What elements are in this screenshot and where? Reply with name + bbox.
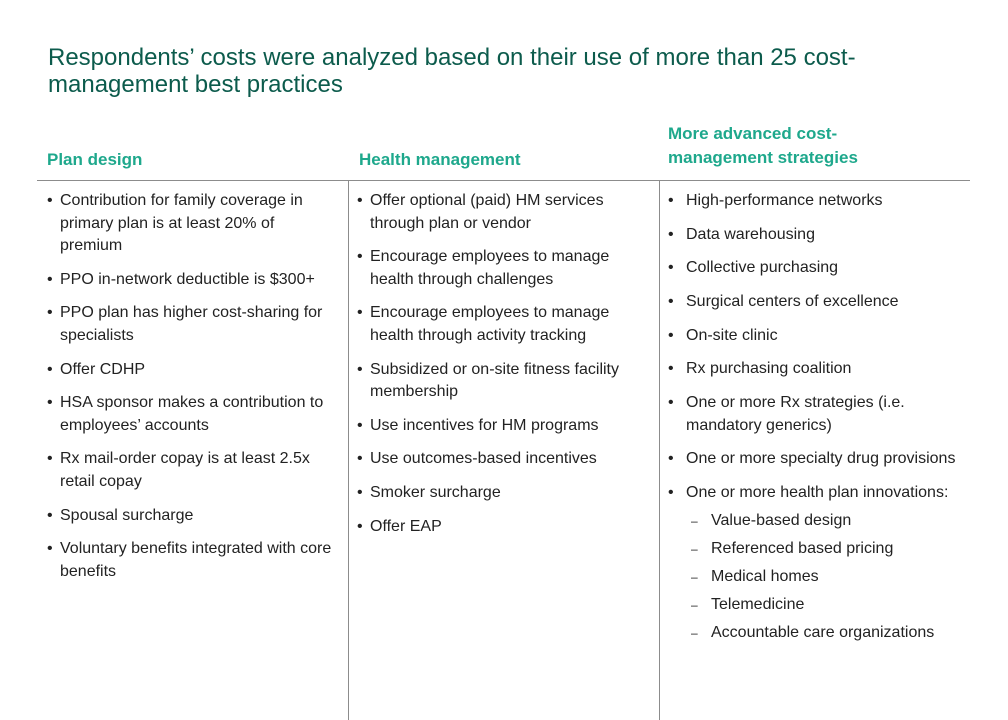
innovations-sublist xyxy=(686,510,958,645)
list-item: • Offer optional (paid) HM services through plan or vendor xyxy=(357,190,651,235)
sub-list-item: – Referenced based pricing xyxy=(686,538,958,561)
health-management-list xyxy=(357,190,651,550)
list-item: • PPO in-network deductible is $300+ xyxy=(47,269,339,292)
list-item: • Rx purchasing coalition xyxy=(668,358,958,381)
list-item: • Spousal surcharge xyxy=(47,505,339,528)
list-item: • Encourage employees to manage health through activity tracking xyxy=(357,302,651,347)
list-item: • Voluntary benefits integrated with core benefits xyxy=(47,538,339,583)
list-item: • One or more specialty drug provisions xyxy=(668,448,958,471)
list-item: • Encourage employees to manage health through challenges xyxy=(357,246,651,291)
header-divider xyxy=(37,180,970,181)
list-item: • Collective purchasing xyxy=(668,257,958,280)
list-item: • Offer CDHP xyxy=(47,359,339,382)
advanced-strategies-list xyxy=(668,190,958,656)
sub-list-item: – Telemedicine xyxy=(686,594,958,617)
column-heading-advanced-strategies: More advanced cost-management strategies xyxy=(668,124,858,167)
list-item: • One or more Rx strategies (i.e. mandatory generics) xyxy=(668,392,958,437)
plan-design-list xyxy=(47,190,339,595)
column-divider-1 xyxy=(348,180,349,720)
column-heading-plan-design: Plan design xyxy=(47,150,143,169)
list-item-with-sublist xyxy=(668,482,958,645)
list-item: • PPO plan has higher cost-sharing for specialists xyxy=(47,302,339,347)
sub-list-item: – Medical homes xyxy=(686,566,958,589)
sub-list-item: – Value-based design xyxy=(686,510,958,533)
list-item-label: One or more health plan innovations: xyxy=(686,484,949,501)
list-item: • Subsidized or on-site fitness facility membership xyxy=(357,359,651,404)
list-item: • Data warehousing xyxy=(668,224,958,247)
column-divider-2 xyxy=(659,180,660,720)
list-item: • Surgical centers of excellence xyxy=(668,291,958,314)
slide-title: Respondents’ costs were analyzed based on their use of more than 25 cost-management best practices xyxy=(48,44,856,98)
list-item: • Smoker surcharge xyxy=(357,482,651,505)
list-item: • Rx mail-order copay is at least 2.5x retail copay xyxy=(47,448,339,493)
sub-list-item: – Accountable care organizations xyxy=(686,622,958,645)
list-item: • Use outcomes-based incentives xyxy=(357,448,651,471)
list-item: • High-performance networks xyxy=(668,190,958,213)
list-item: • On-site clinic xyxy=(668,325,958,348)
list-item: • Offer EAP xyxy=(357,516,651,539)
list-item: • Use incentives for HM programs xyxy=(357,415,651,438)
column-heading-health-management: Health management xyxy=(359,150,521,169)
list-item: • Contribution for family coverage in primary plan is at least 20% of premium xyxy=(47,190,339,258)
list-item: • HSA sponsor makes a contribution to employees’ accounts xyxy=(47,392,339,437)
